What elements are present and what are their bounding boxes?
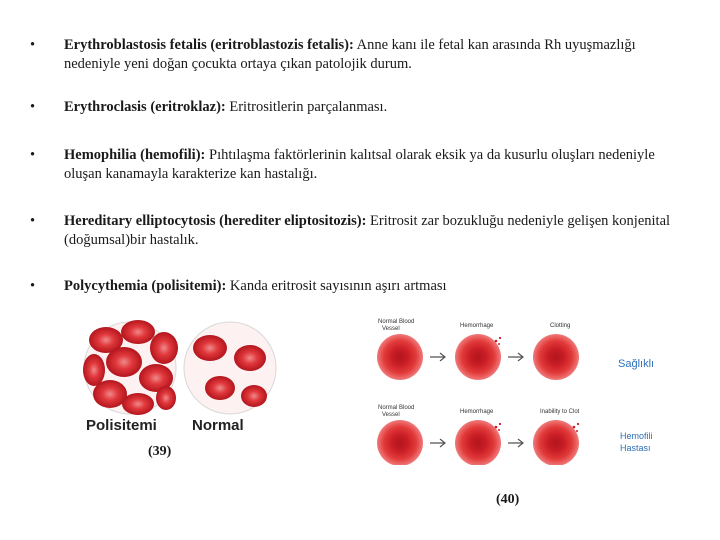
hemophilia-diagram	[368, 315, 690, 465]
vessel	[455, 334, 501, 380]
term-title: Erythroclasis (eritroklaz):	[64, 99, 226, 115]
term-definition: Eritrosit zar bozukluğu nedeniyle gelişen konjenital (doğumsal)bir hastalık.	[64, 213, 671, 248]
term-title: Erythroblastosis fetalis (eritroblastozis fetalis):	[64, 37, 354, 53]
figure-39-caption: (39)	[148, 444, 172, 459]
polycythemia-figure	[80, 318, 280, 448]
term-definition: Eritrositlerin parçalanması.	[225, 99, 388, 115]
vessel	[377, 420, 423, 465]
vessel	[377, 334, 423, 380]
bullet: •	[30, 37, 36, 53]
bullet: •	[30, 278, 36, 294]
term-title: Hereditary elliptocytosis (herediter eliptositozis):	[64, 213, 367, 229]
bottom-row	[378, 405, 580, 418]
normal-cells	[184, 322, 276, 414]
bullet: •	[30, 147, 36, 163]
top-col1b-label: Vessel	[382, 326, 400, 332]
healthy-label: Sağlıklı	[618, 358, 655, 370]
arrow-icon	[430, 439, 445, 447]
bullet: •	[30, 213, 36, 229]
term-title: Polycythemia (polisitemi):	[64, 278, 227, 294]
vessel	[533, 334, 579, 380]
bottom-col1-label: Normal Blood	[378, 405, 415, 411]
polisitemi-label: Polisitemi	[86, 417, 157, 434]
vessel	[533, 420, 579, 465]
term-text	[64, 212, 694, 250]
polycythemia-cells	[83, 320, 178, 415]
bottom-col1b-label: Vessel	[382, 412, 400, 418]
term-text	[64, 146, 694, 184]
hemophilia-label: Hemofili	[620, 431, 653, 441]
bottom-col3-label: Inability to Clot	[540, 409, 580, 415]
bullet: •	[30, 99, 36, 115]
arrow-icon	[508, 353, 523, 361]
top-col1-label: Normal Blood	[378, 319, 415, 325]
top-row	[378, 319, 570, 332]
term-text	[64, 98, 694, 117]
figure-40-caption: (40)	[496, 492, 520, 507]
term-text	[64, 277, 694, 296]
arrow-icon	[508, 439, 523, 447]
normal-label: Normal	[192, 417, 244, 434]
term-text	[64, 36, 694, 74]
top-col2-label: Hemorrhage	[460, 323, 494, 329]
term-definition: Kanda eritrosit sayısının aşırı artması	[226, 278, 447, 294]
patient-label: Hastası	[620, 443, 651, 453]
term-title: Hemophilia (hemofili):	[64, 147, 206, 163]
term-definition: Pıhtılaşma faktörlerinin kalıtsal olarak eksik ya da kusurlu oluşları nedeniyle oluşan kanamayla karakterize kan hastalığı.	[64, 147, 655, 182]
bottom-col2-label: Hemorrhage	[460, 409, 494, 415]
term-definition: Anne kanı ile fetal kan arasında Rh uyuşmazlığı nedeniyle yeni doğan çocukta ortaya çıkan patolojik durum.	[64, 37, 636, 72]
top-col3-label: Clotting	[550, 323, 571, 329]
arrow-icon	[430, 353, 445, 361]
vessel	[455, 420, 501, 465]
